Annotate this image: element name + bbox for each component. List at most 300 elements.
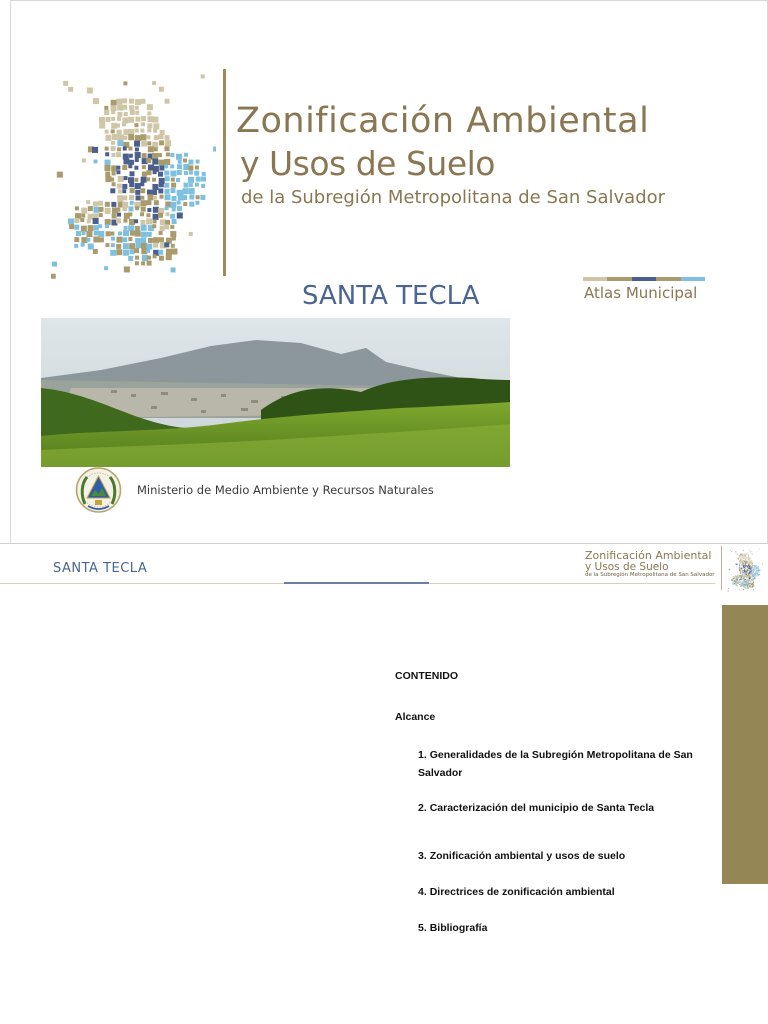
logo-cell (110, 188, 115, 193)
logo-cell (122, 184, 127, 189)
logo-cell (105, 117, 110, 122)
logo-cell (184, 171, 188, 175)
logo-cell (158, 250, 163, 255)
logo-cell (194, 171, 199, 176)
logo-cell (111, 202, 116, 207)
logo-cell (153, 129, 157, 133)
logo-cell (98, 231, 104, 237)
logo-cell (118, 189, 122, 193)
logo-cell (81, 208, 87, 214)
logo-cell (183, 188, 189, 194)
logo-cell (134, 178, 138, 182)
logo-cell (170, 202, 176, 208)
logo-cell (146, 213, 150, 217)
el-salvador-coat-of-arms-icon (71, 466, 126, 514)
logo-cell (141, 232, 147, 238)
logo-cell (165, 99, 170, 104)
logo-cell (117, 140, 123, 146)
logo-cell (140, 182, 144, 186)
logo-cell (111, 243, 115, 247)
logo-cell (105, 152, 109, 156)
logo-cell (189, 171, 193, 175)
logo-cell (196, 160, 200, 164)
logo-cell (128, 147, 132, 151)
logo-cell (147, 141, 151, 145)
logo-cell (171, 196, 176, 201)
toc-item (418, 919, 708, 937)
logo-cell (81, 226, 87, 232)
logo-cell (82, 158, 86, 162)
logo-cell (159, 134, 164, 139)
logo-cell (75, 206, 79, 210)
logo-cell (122, 237, 127, 242)
logo-cell (153, 219, 157, 223)
logo-cell (164, 171, 169, 176)
logo-cell (116, 170, 120, 174)
logo-cell (135, 231, 141, 237)
logo-cell (106, 231, 111, 236)
series-label: Atlas Municipal (584, 284, 698, 302)
logo-cell (76, 231, 81, 236)
logo-cell (74, 218, 79, 223)
logo-cell (195, 201, 199, 205)
logo-cell (123, 81, 127, 85)
logo-cell (116, 123, 120, 127)
logo-cell (170, 188, 175, 193)
logo-cell (52, 262, 57, 267)
logo-cell (135, 226, 140, 231)
logo-cell (148, 194, 154, 200)
logo-cell (130, 201, 134, 205)
logo-cell (123, 158, 129, 164)
logo-cell (146, 249, 150, 253)
logo-cell (166, 152, 170, 156)
logo-cell (88, 243, 94, 249)
logo-cell (118, 231, 122, 235)
logo-cell (105, 243, 109, 247)
logo-cell (129, 182, 134, 187)
logo-cell (170, 231, 176, 237)
logo-cell (129, 195, 134, 200)
logo-cell (142, 165, 146, 169)
logo-cell (110, 232, 114, 236)
logo-cell (152, 153, 158, 159)
logo-cell (184, 153, 188, 157)
logo-cell (129, 219, 135, 225)
logo-cell (172, 237, 176, 241)
logo-cell (159, 160, 165, 166)
logo-cell (93, 236, 99, 242)
logo-cell (141, 243, 147, 249)
logo-cell (170, 164, 174, 168)
logo-cell (153, 123, 159, 129)
logo-cell (147, 208, 151, 212)
logo-cell (135, 99, 141, 105)
toc-item-text: Directrices de zonificación ambiental (429, 886, 615, 898)
logo-cell (111, 110, 115, 114)
main-title: Zonificación Ambiental (236, 101, 650, 141)
logo-cell (123, 219, 127, 223)
logo-cell (165, 194, 171, 200)
logo-cell (118, 135, 124, 141)
logo-cell (116, 218, 121, 223)
logo-cell (57, 172, 63, 178)
logo-cell (122, 105, 127, 110)
logo-cell (171, 267, 176, 272)
logo-cell (99, 237, 104, 242)
logo-cell (171, 244, 175, 248)
logo-cell (112, 134, 118, 140)
logo-cell (135, 261, 139, 265)
logo-cell (140, 129, 144, 133)
logo-cell (170, 225, 174, 229)
logo-cell (141, 116, 146, 121)
logo-cell (68, 87, 73, 92)
contents-page (0, 543, 768, 1024)
toc-item-number: 5. (418, 922, 427, 934)
logo-cell (164, 183, 169, 188)
logo-cell (117, 112, 122, 117)
logo-cell (165, 140, 171, 146)
city-title: SANTA TECLA (302, 281, 480, 311)
logo-cell (116, 244, 121, 249)
table-of-contents (0, 544, 768, 1024)
logo-cell (122, 206, 127, 211)
logo-cell (99, 122, 105, 128)
logo-cell (189, 232, 193, 236)
logo-cell (136, 242, 142, 248)
logo-cell (116, 237, 122, 243)
toc-item-text: Caracterización del municipio de Santa Tecla (429, 802, 655, 814)
logo-cell (122, 98, 127, 103)
logo-cell (104, 106, 108, 110)
logo-cell (170, 214, 175, 219)
logo-cell (98, 224, 102, 228)
logo-cell (124, 266, 130, 272)
logo-cell (141, 261, 145, 265)
logo-cell (99, 213, 103, 217)
logo-cell (135, 158, 139, 162)
logo-cell (196, 195, 200, 199)
logo-cell (111, 165, 117, 171)
logo-cell (130, 188, 135, 193)
contents-heading: CONTENIDO (395, 670, 458, 682)
logo-cell (141, 177, 147, 183)
logo-cell (135, 135, 141, 141)
logo-cell (116, 152, 121, 157)
logo-cell (122, 165, 127, 170)
toc-item-number: 3. (418, 850, 427, 862)
logo-cell (117, 213, 121, 217)
logo-cell (112, 182, 116, 186)
toc-item-text: Zonificación ambiental y usos de suelo (429, 850, 626, 862)
logo-cell (98, 207, 103, 212)
logo-cell (146, 158, 151, 163)
logo-cell (166, 254, 172, 260)
logo-cell (147, 232, 152, 237)
logo-cell (104, 110, 109, 115)
logo-cell (81, 214, 85, 218)
logo-cell (153, 243, 158, 248)
logo-cell (152, 159, 158, 165)
logo-cell (195, 166, 199, 170)
logo-cell (165, 189, 170, 194)
logo-cell (130, 249, 135, 254)
logo-cell (201, 177, 206, 182)
toc-item-number: 4. (418, 886, 427, 898)
logo-cell (110, 178, 114, 182)
logo-cell (124, 176, 128, 180)
logo-cell (128, 256, 133, 261)
logo-cell (201, 184, 205, 188)
logo-cell (154, 147, 158, 151)
logo-cell (147, 170, 152, 175)
logo-cell (196, 177, 201, 182)
logo-cell (122, 195, 127, 200)
logo-cell (159, 166, 164, 171)
logo-cell (116, 208, 120, 212)
logo-cell (117, 117, 121, 121)
toc-item-text: Bibliografía (429, 922, 488, 934)
header-subtitle: de la Subregión Metropolitana de San Salvador (585, 572, 715, 578)
logo-cell (195, 183, 199, 187)
main-title-second-line: y Usos de Suelo (240, 144, 496, 183)
logo-cell (152, 117, 158, 123)
logo-cell (171, 178, 175, 182)
logo-cell (171, 249, 177, 255)
logo-cell (130, 110, 135, 115)
logo-cell (158, 172, 163, 177)
logo-cell (153, 207, 159, 213)
toc-item-number: 2. (418, 802, 427, 814)
logo-cell (166, 249, 172, 255)
logo-cell (189, 195, 194, 200)
logo-cell (159, 182, 164, 187)
logo-cell (140, 134, 146, 140)
logo-cell (147, 104, 153, 110)
logo-cell (129, 154, 133, 158)
logo-cell (124, 112, 128, 116)
logo-cell (135, 106, 139, 110)
logo-cell (94, 230, 99, 235)
logo-cell (111, 129, 115, 133)
logo-cell (140, 212, 144, 216)
logo-cell (128, 206, 133, 211)
logo-cell (154, 200, 159, 205)
logo-cell (111, 237, 115, 241)
logo-cell (152, 178, 156, 182)
logo-cell (160, 226, 165, 231)
logo-cell (129, 99, 134, 104)
logo-cell (135, 147, 139, 151)
logo-cell (111, 141, 115, 145)
logo-cell (159, 237, 164, 242)
logo-cell (99, 117, 105, 123)
header-title-second-line: y Usos de Suelo (585, 561, 669, 573)
logo-cell (189, 183, 193, 187)
logo-cell (110, 250, 116, 256)
logo-cell (152, 81, 156, 85)
logo-cell (116, 166, 120, 170)
logo-cell (158, 153, 162, 157)
logo-cell (164, 146, 169, 151)
logo-cell (111, 153, 115, 157)
logo-cell (116, 249, 122, 255)
logo-cell (158, 213, 163, 218)
logo-cell (128, 212, 132, 216)
logo-cell (111, 146, 116, 151)
ministry-name: Ministerio de Medio Ambiente y Recursos Naturales (137, 483, 434, 497)
logo-cell (178, 160, 182, 164)
logo-cell (117, 130, 122, 135)
logo-cell (128, 129, 134, 135)
logo-cell (128, 117, 134, 123)
logo-cell (164, 224, 169, 229)
logo-cell (104, 165, 110, 171)
logo-cell (86, 231, 92, 237)
logo-cell (158, 188, 163, 193)
logo-cell (147, 128, 151, 132)
logo-cell (63, 81, 68, 86)
logo-cell (189, 202, 194, 207)
logo-cell (134, 141, 140, 147)
logo-cell (170, 153, 174, 157)
logo-cell (92, 147, 98, 153)
logo-cell (111, 100, 117, 106)
logo-cell (148, 146, 154, 152)
logo-cell (130, 231, 135, 236)
toc-item (418, 883, 708, 901)
logo-cell (141, 141, 147, 147)
logo-cell (141, 122, 145, 126)
cover-page (10, 0, 768, 543)
logo-cell (176, 178, 180, 182)
toc-item-text: Generalidades de la Subregión Metropolitana de San Salvador (418, 749, 693, 779)
logo-cell (128, 237, 132, 241)
logo-cell (135, 117, 140, 122)
logo-cell (136, 195, 141, 200)
logo-cell (146, 177, 150, 181)
logo-cell (128, 225, 134, 231)
logo-cell (135, 111, 139, 115)
logo-cell (171, 183, 176, 188)
logo-cell (68, 219, 74, 225)
toc-item (418, 847, 708, 865)
subtitle: de la Subregión Metropolitana de San Salvador (241, 187, 666, 208)
logo-cell (98, 201, 103, 206)
logo-cell (135, 152, 141, 158)
logo-cell (177, 213, 183, 219)
logo-cell (104, 266, 108, 270)
logo-cell (111, 117, 115, 121)
logo-cell (51, 274, 56, 279)
logo-cell (153, 196, 157, 200)
toc-item-number: 1. (418, 749, 427, 761)
landscape-photo (41, 318, 510, 467)
logo-cell (128, 134, 134, 140)
logo-cell (147, 111, 151, 115)
logo-cell (140, 220, 145, 225)
logo-cell (135, 183, 141, 189)
logo-cell (80, 218, 84, 222)
logo-cell (183, 159, 187, 163)
logo-cell (123, 243, 129, 249)
logo-cell (135, 190, 140, 195)
logo-cell (177, 164, 182, 169)
logo-cell (146, 200, 151, 205)
logo-cell (147, 256, 151, 260)
toc-intro: Alcance (395, 711, 436, 723)
logo-cell (122, 189, 126, 193)
logo-cell (154, 135, 159, 140)
logo-cell (93, 98, 99, 104)
logo-cell (164, 242, 169, 247)
logo-cell (142, 153, 147, 158)
toc-item (418, 746, 708, 782)
logo-cell (152, 184, 158, 190)
logo-cell (94, 225, 99, 230)
logo-cell (146, 135, 150, 139)
logo-cell (172, 219, 177, 224)
logo-cell (116, 99, 122, 105)
logo-cell (88, 206, 93, 211)
logo-cell (153, 237, 159, 243)
logo-cell (123, 250, 129, 256)
logo-cell (123, 147, 127, 151)
logo-cell (69, 224, 74, 229)
logo-cell (134, 248, 139, 253)
logo-cell (135, 206, 139, 210)
logo-cell (129, 171, 134, 176)
logo-cell (129, 160, 134, 165)
logo-cell (177, 170, 182, 175)
logo-cell (86, 238, 90, 242)
logo-cell (159, 231, 163, 235)
logo-cell (147, 261, 152, 266)
logo-cell (165, 212, 169, 216)
logo-cell (140, 188, 145, 193)
logo-cell (177, 206, 182, 211)
pixel-map-logo-icon (51, 63, 216, 281)
logo-cell (177, 201, 181, 205)
logo-cell (123, 230, 129, 236)
logo-cell (81, 243, 85, 247)
logo-cell (176, 154, 182, 160)
logo-cell (153, 170, 157, 174)
toc-item (418, 799, 708, 817)
logo-cell (141, 225, 147, 231)
logo-cell (105, 160, 111, 166)
logo-cell (134, 219, 138, 223)
logo-cell (153, 214, 159, 220)
logo-cell (159, 140, 164, 145)
logo-cell (88, 225, 94, 231)
logo-cell (201, 74, 205, 78)
logo-cell (87, 87, 93, 93)
logo-cell (152, 224, 156, 228)
logo-cell (118, 176, 124, 182)
logo-cell (93, 249, 98, 254)
logo-cell (105, 135, 111, 141)
logo-cell (188, 160, 193, 165)
logo-cell (86, 200, 90, 204)
logo-cell (188, 165, 193, 170)
logo-cell (105, 208, 111, 214)
logo-cell (159, 256, 164, 261)
logo-cell (202, 172, 206, 176)
logo-cell (105, 202, 110, 207)
logo-cell (165, 176, 170, 181)
